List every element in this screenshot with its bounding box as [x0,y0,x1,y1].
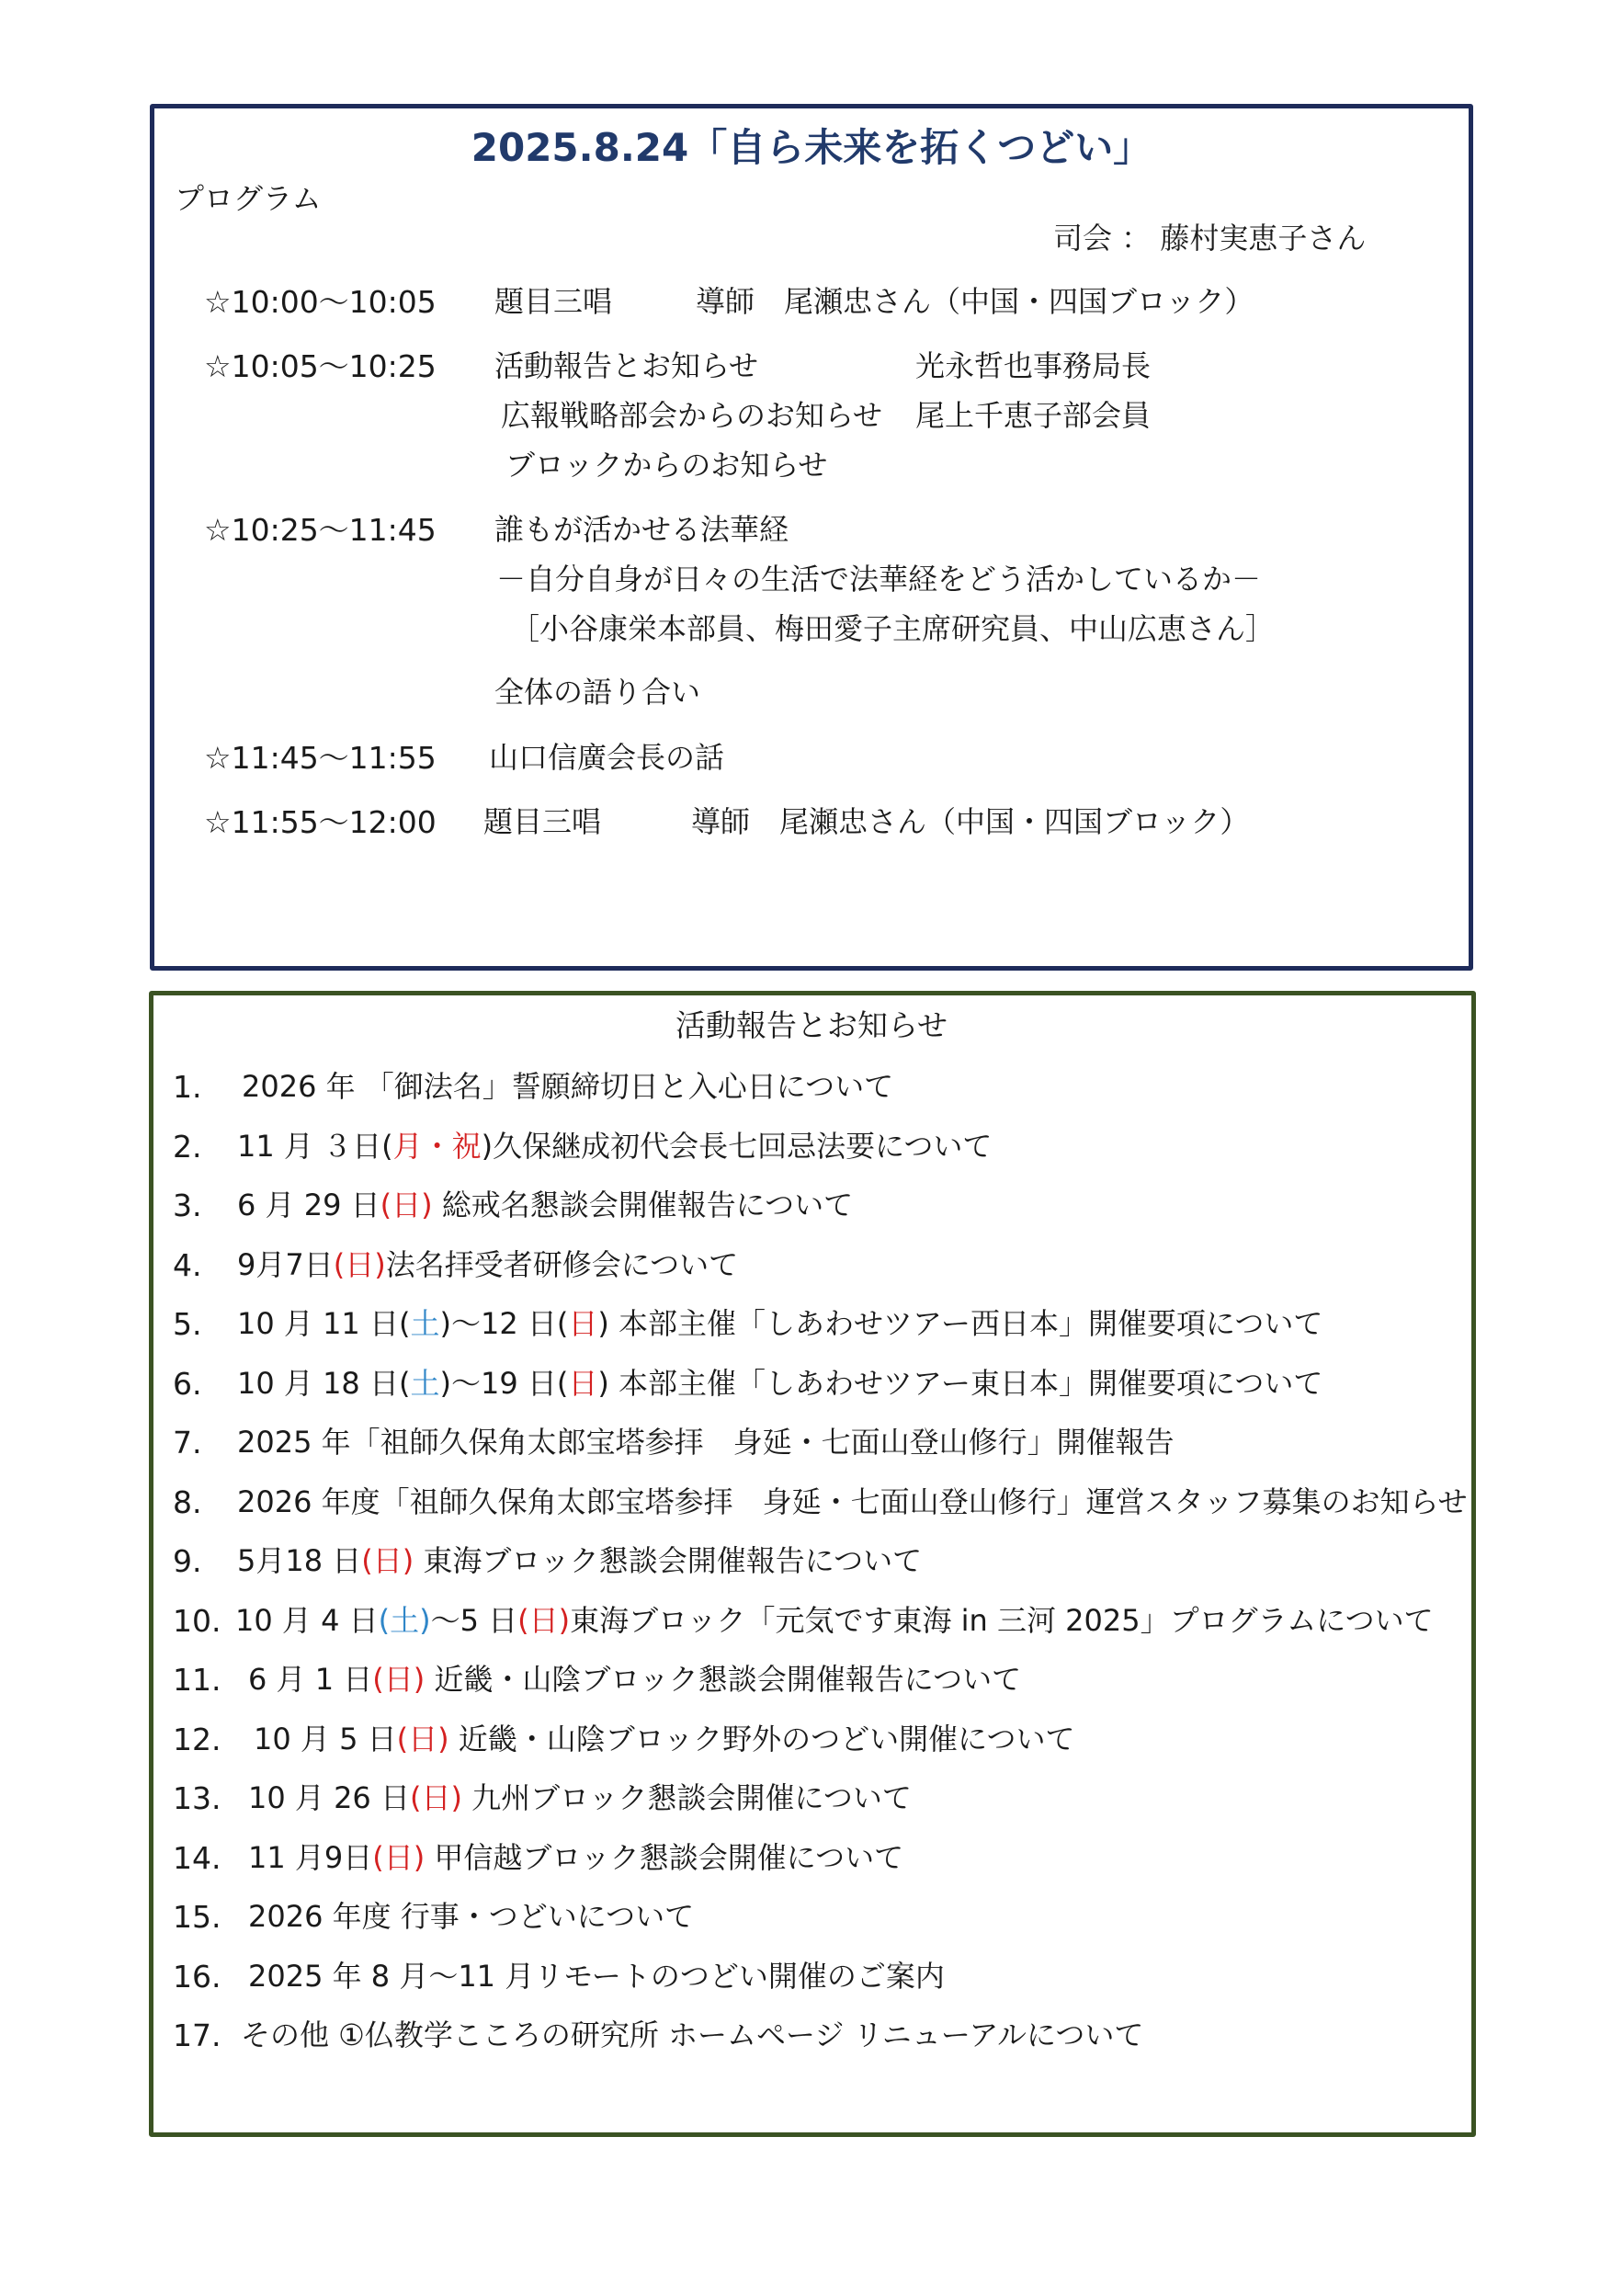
report-item [237,1543,923,1578]
report-number: 9. [173,1543,202,1579]
report-text: 2025 年「祖師久保角太郎宝塔参拝 身延・七面山登山修行」開催報告 [237,1425,1175,1460]
holiday-day: (日) [372,1662,426,1697]
schedule-item: 広報戦略部会からのお知らせ [501,398,883,433]
holiday-day: 日 [568,1366,598,1401]
report-text: 甲信越ブロック懇談会開催について [425,1840,904,1875]
report-text: 東海ブロック「元気です東海 in 三河 2025」プログラムについて [570,1603,1434,1638]
report-text: 総戒名懇談会開催報告について [432,1188,854,1222]
report-item [248,1780,912,1815]
saturday-day: 土 [410,1306,440,1341]
schedule-item: 活動報告とお知らせ [494,348,759,383]
report-item [254,1724,1075,1754]
report-text: 近畿・山陰ブロック野外のつどい開催について [448,1722,1075,1756]
report-item [248,1840,904,1875]
report-text: 2026 年度「祖師久保角太郎宝塔参拝 身延・七面山登山修行」運営スタッフ募集のお知らせ [237,1484,1468,1519]
report-number: 17. [173,2018,221,2053]
report-text: 9月7日 [237,1247,334,1282]
schedule-item: 全体の語り合い [494,675,701,710]
report-number: 1. [173,1069,202,1105]
report-text: 6 月 1 日 [248,1662,373,1697]
schedule-item: 誰もが活かせる法華経 [494,512,789,547]
report-number: 15. [173,1899,221,1935]
schedule-person: 尾上千恵子部会員 [915,398,1152,433]
report-number: 10. [173,1603,221,1639]
report-item [237,1190,853,1220]
report-number: 7. [173,1425,202,1461]
report-text: 2025 年 8 月～11 月リモートのつどい開催のご案内 [248,1959,945,1994]
holiday-day: 月・祝 [392,1129,482,1164]
report-text: ) 本部主催「しあわせツアー西日本」開催要項について [597,1306,1323,1341]
schedule-time: ☆10:25～11:45 [204,512,437,548]
report-item [237,1425,1175,1460]
report-number: 12. [173,1722,221,1757]
holiday-day: (日) [409,1780,462,1815]
report-text: 近畿・山陰ブロック懇談会開催報告について [425,1662,1022,1697]
report-text: 10 月 11 日( [237,1306,411,1341]
holiday-day: (日) [372,1840,426,1875]
page-title: 2025.8.24「自ら未来を拓くつどい」 [471,125,1152,170]
report-item [237,1366,1323,1401]
report-number: 3. [173,1188,202,1223]
schedule-time: ☆11:45～11:55 [204,740,437,776]
report-text: )～12 日( [439,1306,569,1341]
saturday-day: 土 [410,1366,440,1401]
report-number: 8. [173,1484,202,1520]
schedule-subtitle: －自分自身が日々の生活で法華経をどう活かしているか－ [496,562,1262,597]
holiday-day: (日) [517,1603,571,1638]
report-item [242,1069,894,1104]
report-text: ～5 日 [430,1603,518,1638]
schedule-item: 題目三唱 [494,284,613,319]
report-item [248,1959,945,1994]
report-text: 11 月 ３日( [237,1129,393,1164]
report-text: 九州ブロック懇談会開催について [461,1780,912,1815]
schedule-person: 導師 尾瀬忠さん（中国・四国ブロック） [691,804,1250,839]
schedule-person: 導師 尾瀬忠さん（中国・四国ブロック） [696,284,1254,319]
report-text: ) 本部主催「しあわせツアー東日本」開催要項について [597,1366,1323,1401]
report-text: 10 月 4 日 [235,1603,379,1638]
holiday-day: (日) [361,1543,414,1578]
report-item [248,1662,1022,1697]
report-text: )久保継成初代会長七回忌法要について [481,1129,993,1164]
report-text: 11 月9日 [248,1840,373,1875]
schedule-item: ブロックからのお知らせ [505,448,828,483]
holiday-day: (日) [380,1188,433,1222]
holiday-day: 日 [568,1306,598,1341]
schedule-speakers: ［小谷康栄本部員、梅田愛子主席研究員、中山広恵さん］ [510,611,1276,646]
schedule-person: 光永哲也事務局長 [915,348,1152,383]
report-text: )～19 日( [439,1366,569,1401]
report-number: 14. [173,1840,221,1876]
report-text: 東海ブロック懇談会開催報告について [414,1543,923,1578]
report-number: 2. [173,1129,202,1165]
mc-line: 司会 ： 藤村実恵子さん [1053,221,1367,256]
report-text: 2026 年 「御法名」誓願締切日と入心日について [242,1069,894,1104]
schedule-time: ☆10:05～10:25 [204,348,437,384]
report-item [241,2020,1143,2050]
report-text: 10 月 5 日 [254,1722,397,1756]
saturday-day: (土) [378,1603,431,1638]
report-item [237,1484,1468,1519]
schedule-time: ☆10:00～10:05 [204,284,437,320]
schedule-time: ☆11:55～12:00 [204,804,437,840]
report-heading: 活動報告とお知らせ [675,1007,948,1043]
report-item [235,1603,1434,1638]
report-item [248,1899,695,1934]
report-number: 16. [173,1959,221,1995]
report-text: 10 月 18 日( [237,1366,411,1401]
report-number: 6. [173,1366,202,1402]
holiday-day: (日) [333,1247,386,1282]
holiday-day: (日) [396,1722,449,1756]
report-text: 2026 年度 行事・つどいについて [248,1899,695,1934]
report-text: 5月18 日 [237,1543,362,1578]
program-label: プログラム [175,181,322,216]
report-number: 4. [173,1247,202,1283]
report-text: 6 月 29 日 [237,1188,380,1222]
report-item [237,1247,739,1282]
report-number: 11. [173,1662,221,1698]
schedule-item: 題目三唱 [483,804,602,839]
report-text: 10 月 26 日 [248,1780,410,1815]
report-text: 法名拝受者研修会について [385,1247,739,1282]
report-item [237,1306,1323,1341]
schedule-item: 山口信廣会長の話 [489,740,725,775]
report-number: 13. [173,1780,221,1816]
report-text: その他 ①仏教学こころの研究所 ホームページ リニューアルについて [241,2018,1144,2052]
report-number: 5. [173,1306,202,1342]
report-item [237,1129,993,1164]
